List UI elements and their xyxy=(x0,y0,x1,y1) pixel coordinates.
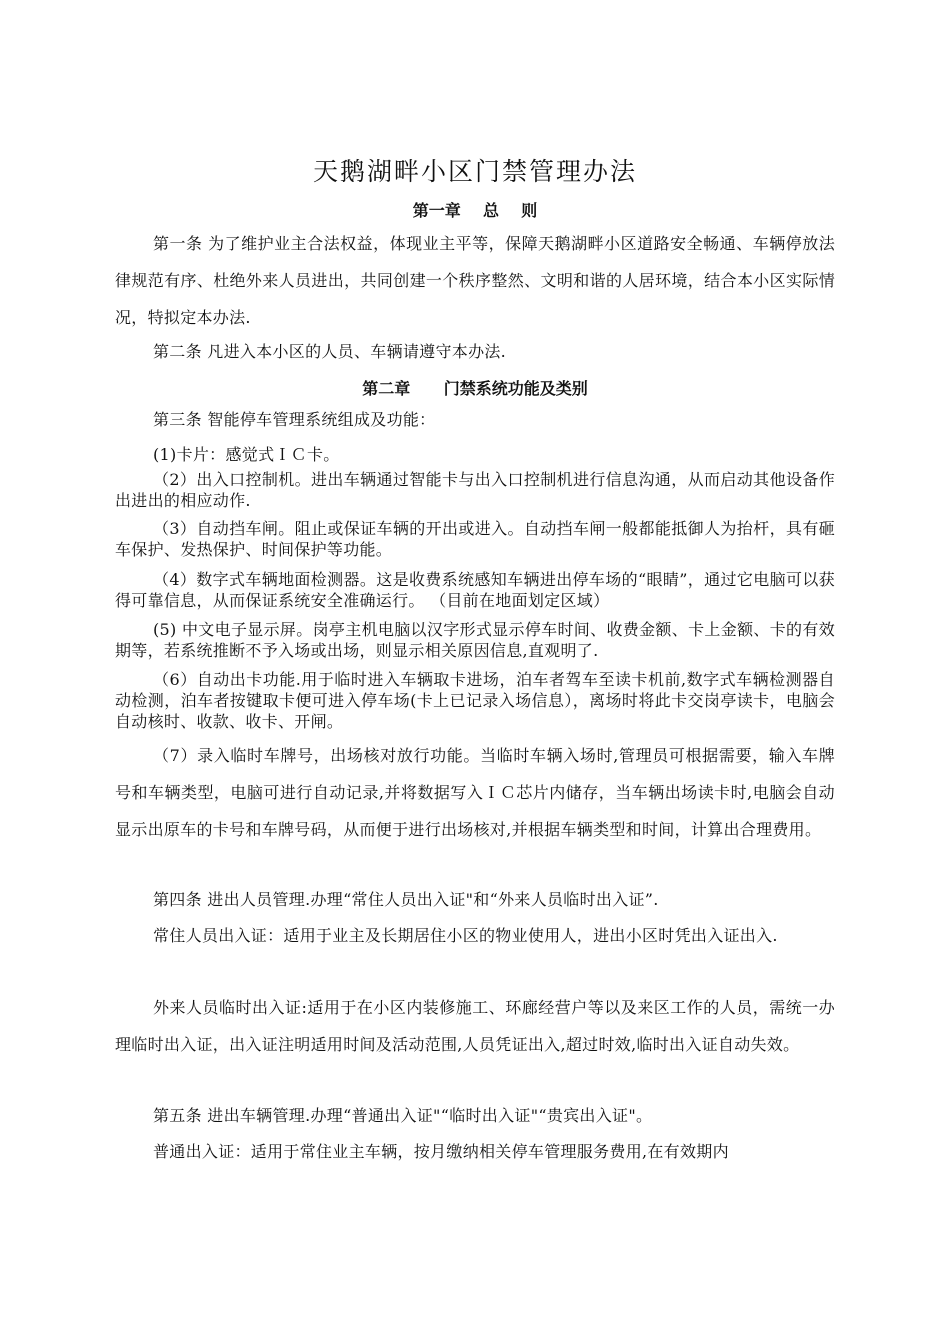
chapter-2-heading: 第二章 门禁系统功能及类别 xyxy=(362,379,588,398)
document-title: 天鹅湖畔小区门禁管理办法 xyxy=(312,157,637,186)
article-5: 第五条 进出车辆管理.办理“普通出入证"“临时出入证"“贵宾出入证"。 xyxy=(153,1106,653,1125)
visitor-pass: 外来人员临时出入证:适用于在小区内装修施工、环廊经营户等以及来区工作的人员，需统一办理临时出入证，出入证注明适用时间及活动范围,人员凭证出入,超过时效,临时出入证自动失效。 xyxy=(115,998,835,1054)
item-3: （3）自动挡车闸。阻止或保证车辆的开出或进入。自动挡车闸一般都能抵御人为抬杆，具有砸车保护、发热保护、时间保护等功能。 xyxy=(115,519,835,559)
item-4: （4）数字式车辆地面检测器。这是收费系统感知车辆进出停车场的“眼睛”，通过它电脑可以获得可靠信息，从而保证系统安全准确运行。 （目前在地面划定区域） xyxy=(115,570,835,610)
chapter-1-heading: 第一章 总 则 xyxy=(412,201,538,220)
article-3: 第三条 智能停车管理系统组成及功能： xyxy=(153,410,436,429)
article-1: 第一条 为了维护业主合法权益，体现业主平等，保障天鹅湖畔小区道路安全畅通、车辆停放法律规范有序、杜绝外来人员进出，共同创建一个秩序整然、文明和谐的人居环境，结合本小区实际情况，特拟定本办法. xyxy=(115,234,835,327)
resident-pass: 常住人员出入证：适用于业主及长期居住小区的物业使用人，进出小区时凭出入证出入. xyxy=(153,926,778,945)
item-6: （6）自动出卡功能.用于临时进入车辆取卡进场，泊车者驾车至读卡机前,数字式车辆检测器自动检测，泊车者按键取卡便可进入停车场(卡上已记录入场信息），离场时将此卡交岗亭读卡，电脑会自动核时、收款、收卡、开闸。 xyxy=(115,670,835,731)
normal-pass: 普通出入证：适用于常住业主车辆，按月缴纳相关停车管理服务费用,在有效期内 xyxy=(153,1142,729,1161)
article-2: 第二条 凡进入本小区的人员、车辆请遵守本办法. xyxy=(153,342,507,361)
item-5: (5) 中文电子显示屏。岗亭主机电脑以汉字形式显示停车时间、收费金额、卡上金额、卡的有效期等，若系统推断不予入场或出场，则显示相关原因信息,直观明了. xyxy=(115,620,835,660)
item-2: （2）出入口控制机。进出车辆通过智能卡与出入口控制机进行信息沟通，从而启动其他设备作出进出的相应动作. xyxy=(115,470,835,510)
item-1: (1)卡片：感觉式ＩＣ卡。 xyxy=(153,445,340,464)
item-7: （7）录入临时车牌号，出场核对放行功能。当临时车辆入场时,管理员可根据需要，输入车牌号和车辆类型，电脑可进行自动记录,并将数据写入ＩＣ芯片内储存，当车辆出场读卡时,电脑会自动显示出原车的卡号和车牌号码，从而便于进行出场核对,并根据车辆类型和时间，计算出合理费用。 xyxy=(115,746,835,839)
article-4: 第四条 进出人员管理.办理“常住人员出入证"和“外来人员临时出入证”. xyxy=(153,890,659,909)
